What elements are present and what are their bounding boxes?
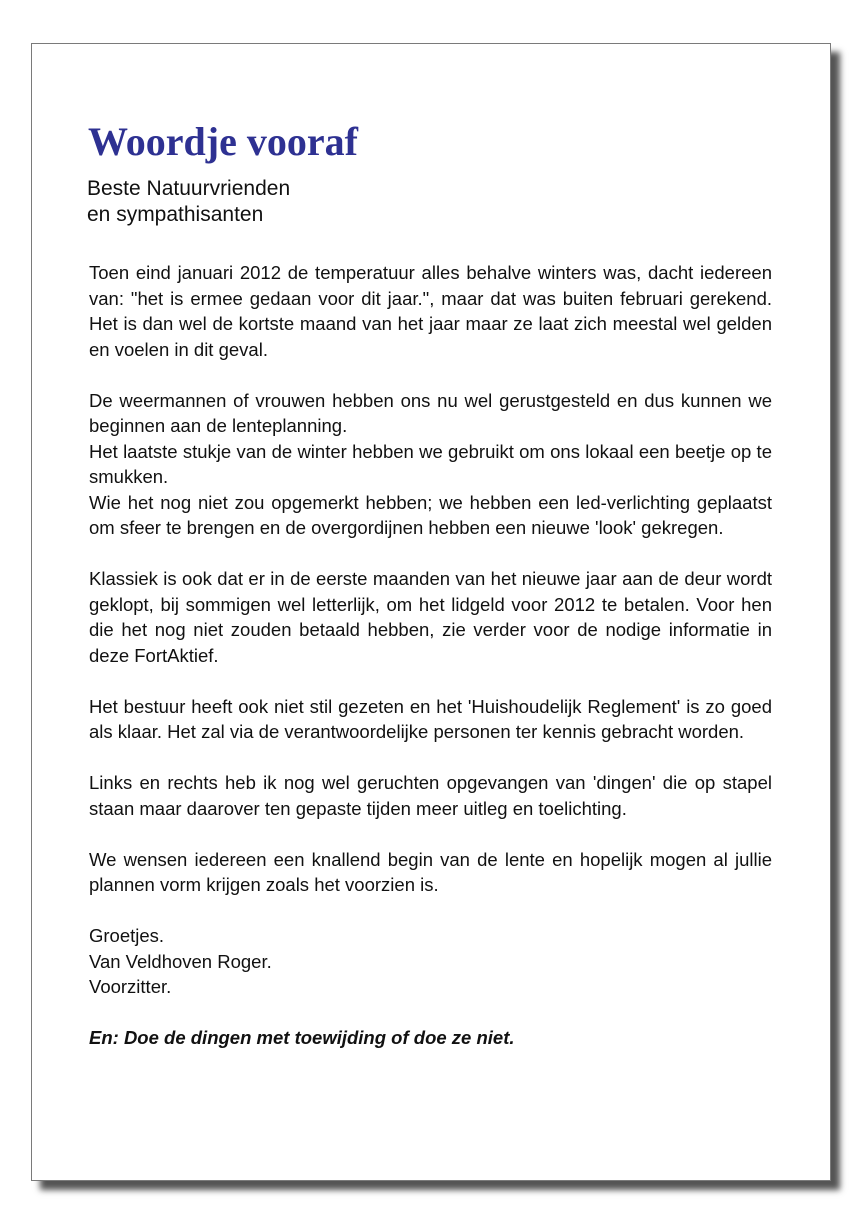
motto: En: Doe de dingen met toewijding of doe ze niet. — [89, 1027, 515, 1048]
salutation-line: en sympathisanten — [87, 203, 264, 226]
salutation — [87, 176, 290, 228]
paragraph: Klassiek is ook dat er in de eerste maanden van het nieuwe jaar aan de deur wordt geklopt, bij sommigen wel letterlijk, om het lidgeld voor 2012 te betalen. Voor hen die het nog niet zouden betaald hebben, zie verder voor de nodige informatie in deze FortAktief. — [89, 568, 772, 666]
salutation-line: Beste Natuurvrienden — [87, 177, 291, 200]
page-title: Woordje vooraf — [88, 119, 358, 164]
paragraph: Toen eind januari 2012 de temperatuur alles behalve winters was, dacht iedereen van: "het is ermee gedaan voor dit jaar.", maar dat was buiten februari gerekend. Het is dan wel de kortste maand van het jaar maar ze laat zich meestal wel gelden en voelen in dit geval. — [89, 262, 772, 360]
paragraph: Het laatste stukje van de winter hebben we gebruikt om ons lokaal een beetje op te smukken. — [89, 440, 772, 487]
signature — [89, 923, 772, 1000]
signature-line: Van Veldhoven Roger. — [89, 950, 272, 972]
paragraph: De weermannen of vrouwen hebben ons nu wel gerustgesteld en dus kunnen we beginnen aan de lenteplanning. — [89, 389, 772, 436]
paragraph: Het bestuur heeft ook niet stil gezeten en het 'Huishoudelijk Reglement' is zo goed als klaar. Het zal via de verantwoordelijke personen ter kennis gebracht worden. — [89, 695, 772, 742]
paragraph: Links en rechts heb ik nog wel geruchten opgevangen van 'dingen' die op stapel staan maar daarover ten gepaste tijden meer uitleg en toelichting. — [89, 772, 772, 819]
paragraph: Wie het nog niet zou opgemerkt hebben; we hebben een led-verlichting geplaatst om sfeer te brengen en de overgordijnen hebben een nieuwe 'look' gekregen. — [89, 491, 772, 538]
letter-body — [89, 260, 772, 1051]
paragraph: We wensen iedereen een knallend begin van de lente en hopelijk mogen al jullie plannen vorm krijgen zoals het voorzien is. — [89, 848, 772, 895]
document-page — [31, 43, 831, 1181]
signature-line: Voorzitter. — [89, 976, 172, 997]
signature-line: Groetjes. — [89, 925, 165, 946]
